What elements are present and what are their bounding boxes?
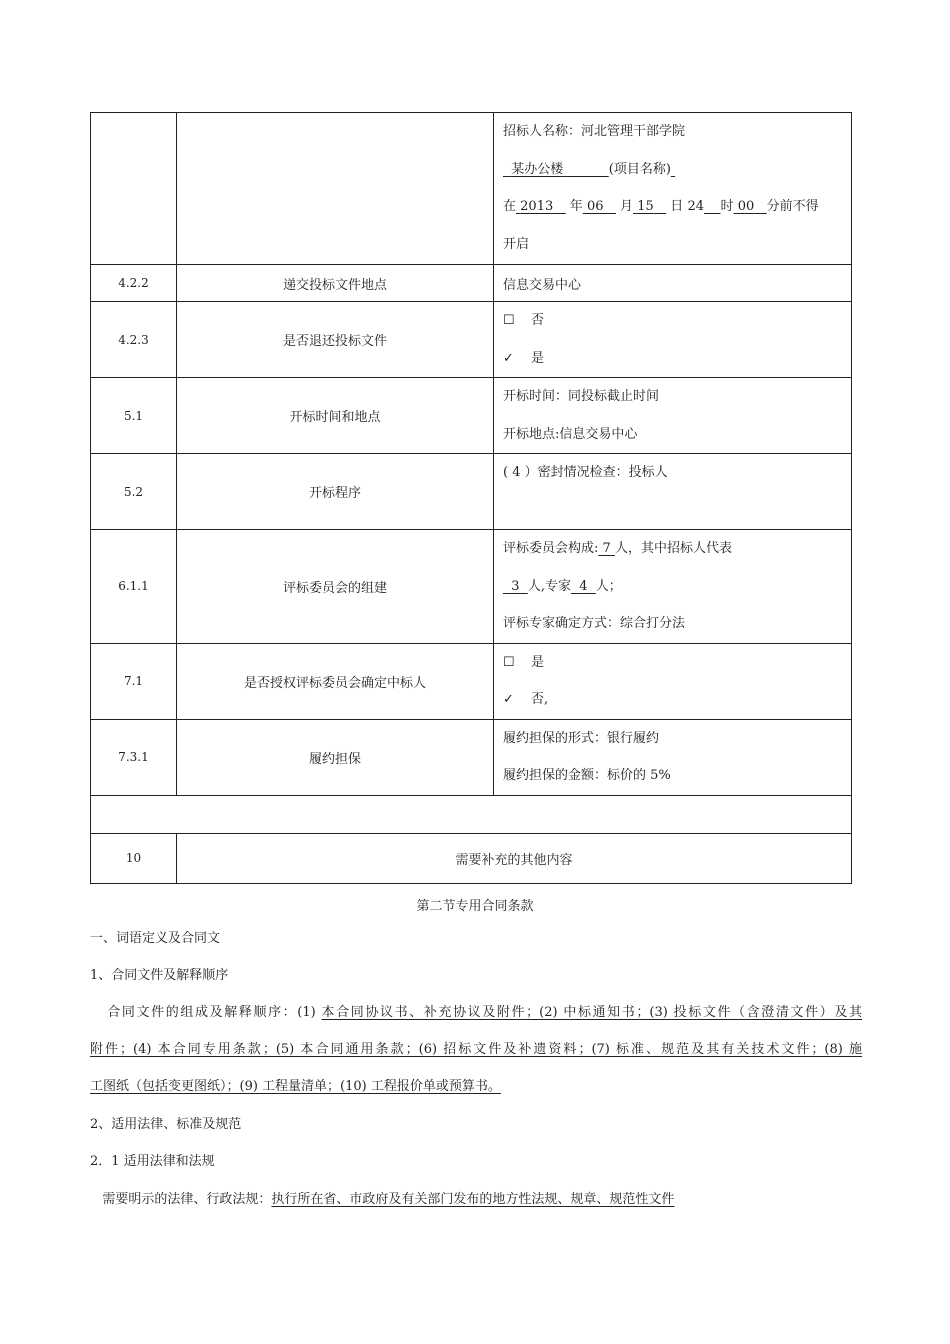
section-title: 第二节专用合同条款 <box>416 899 534 914</box>
contract-docs-line3 <box>90 1068 862 1106</box>
table-row <box>91 530 852 644</box>
item-content <box>494 378 852 454</box>
table-row <box>91 265 852 302</box>
project-name-line <box>503 151 851 189</box>
heading-definitions: 一、词语定义及合同文 <box>90 931 221 946</box>
item-code: 7.3.1 <box>91 719 177 795</box>
item-name: 是否退还投标文件 <box>177 302 494 378</box>
item-name: 开标时间和地点 <box>177 378 494 454</box>
table-cell <box>177 113 494 265</box>
item-content: 信息交易中心 <box>494 265 852 302</box>
option-no <box>503 302 851 340</box>
item-name: 是否授权评标委员会确定中标人 <box>177 643 494 719</box>
item-code: 5.1 <box>91 378 177 454</box>
laws-text: 执行所在省、市政府及有关部门发布的地方性法规、规章、规范性文件 <box>271 1192 675 1207</box>
bid-data-table <box>90 112 852 884</box>
table-row <box>91 113 852 265</box>
item-content <box>494 454 852 530</box>
item-code: 4.2.3 <box>91 302 177 378</box>
year-unit: 年 <box>569 199 583 214</box>
item-name: 开标程序 <box>177 454 494 530</box>
item-name: 递交投标文件地点 <box>177 265 494 302</box>
option-label: 否 <box>531 313 545 328</box>
table-row <box>91 378 852 454</box>
guarantee-amount: 履约担保的金额：标价的 5% <box>503 768 671 783</box>
laws-paragraph <box>90 1181 862 1219</box>
committee-composition <box>503 568 851 606</box>
deadline-line <box>503 188 851 226</box>
text: 人，其中招标人代表 <box>614 541 732 556</box>
contract-docs-order: 工图纸（包括变更图纸）；(9) 工程量清单；(10) 工程报价单或预算书。 <box>90 1079 501 1094</box>
checkbox-empty-icon: ☐ <box>503 313 515 328</box>
contract-docs-line1 <box>90 994 862 1032</box>
minute-suffix: 分前不得 <box>766 199 819 214</box>
option-yes <box>503 340 851 378</box>
tenderer-name: 招标人名称：河北管理干部学院 <box>503 124 686 139</box>
opening-procedure: ( 4 ）密封情况检查：投标人 <box>503 465 668 480</box>
member-count: 7 <box>602 541 611 556</box>
item-code: 7.1 <box>91 643 177 719</box>
table-row <box>91 302 852 378</box>
contract-docs-order: 附件；(4) 本合同专用条款；(5) 本合同通用条款；(6) 招标文件及补遗资料；(7) 标准、规范及其有关技术文件；(8) 施 <box>90 1042 862 1057</box>
paragraph-prefix: 合同文件的组成及解释顺序：(1) <box>107 1005 316 1020</box>
table-row <box>91 833 852 883</box>
item-code: 6.1.1 <box>91 530 177 644</box>
text: 评标委员会构成: <box>503 541 599 556</box>
table-cell <box>91 113 177 265</box>
paragraph-prefix: 需要明示的法律、行政法规： <box>102 1192 272 1207</box>
text: 人； <box>595 578 622 594</box>
opening-time: 开标时间：同投标截止时间 <box>503 389 660 404</box>
table-row <box>91 454 852 530</box>
expert-count: 4 <box>579 578 588 594</box>
item-code: 5.2 <box>91 454 177 530</box>
month-unit: 月 <box>620 199 634 214</box>
heading-contract-docs: 1、合同文件及解释顺序 <box>90 968 229 983</box>
item-name: 评标委员会的组建 <box>177 530 494 644</box>
guarantee-form: 履约担保的形式：银行履约 <box>503 730 660 746</box>
contract-docs-order: 本合同协议书、补充协议及附件；(2) 中标通知书；(3) 投标文件（含澄清文件）及其 <box>321 1005 863 1020</box>
option-no <box>503 681 851 719</box>
item-content <box>494 643 852 719</box>
item-name: 履约担保 <box>177 719 494 795</box>
rep-count: 3 <box>511 578 520 594</box>
contract-docs-line2 <box>90 1031 862 1069</box>
option-label: 否, <box>531 692 549 707</box>
table-row <box>91 643 852 719</box>
table-cell <box>91 795 852 833</box>
committee-size <box>503 530 851 568</box>
item-code: 4.2.2 <box>91 265 177 302</box>
hour-unit: 时 <box>720 199 734 214</box>
item-code: 10 <box>91 833 177 883</box>
deadline-hour: 24 <box>687 199 704 214</box>
deadline-year: 2013 <box>520 199 554 214</box>
deadline-day: 15 <box>637 199 654 214</box>
option-label: 是 <box>531 350 545 366</box>
table-row-empty <box>91 795 852 833</box>
item-name: 需要补充的其他内容 <box>177 833 852 883</box>
item-content <box>494 719 852 795</box>
heading-laws: 2、适用法律、标准及规范 <box>90 1117 242 1132</box>
text: 人,专家 <box>527 578 571 594</box>
item-content <box>494 530 852 644</box>
option-yes <box>503 644 851 682</box>
project-suffix: (项目名称) <box>608 161 671 177</box>
item-content <box>494 302 852 378</box>
option-label: 是 <box>531 654 545 670</box>
deadline-line-end: 开启 <box>503 236 530 252</box>
deadline-minute: 00 <box>737 199 755 214</box>
opening-place: 开标地点:信息交易中心 <box>503 426 638 442</box>
day-unit: 日 <box>670 199 684 214</box>
checkmark-icon: ✓ <box>503 692 514 707</box>
project-name: 某办公楼 <box>511 161 564 177</box>
deadline-cell <box>494 113 852 265</box>
expert-method: 评标专家确定方式：综合打分法 <box>503 616 686 631</box>
deadline-month: 06 <box>586 199 604 214</box>
text-at: 在 <box>503 199 517 214</box>
checkmark-icon: ✓ <box>503 350 514 366</box>
table-row <box>91 719 852 795</box>
checkbox-empty-icon: ☐ <box>503 654 515 670</box>
heading-applicable-laws: 2．1 适用法律和法规 <box>90 1154 215 1169</box>
